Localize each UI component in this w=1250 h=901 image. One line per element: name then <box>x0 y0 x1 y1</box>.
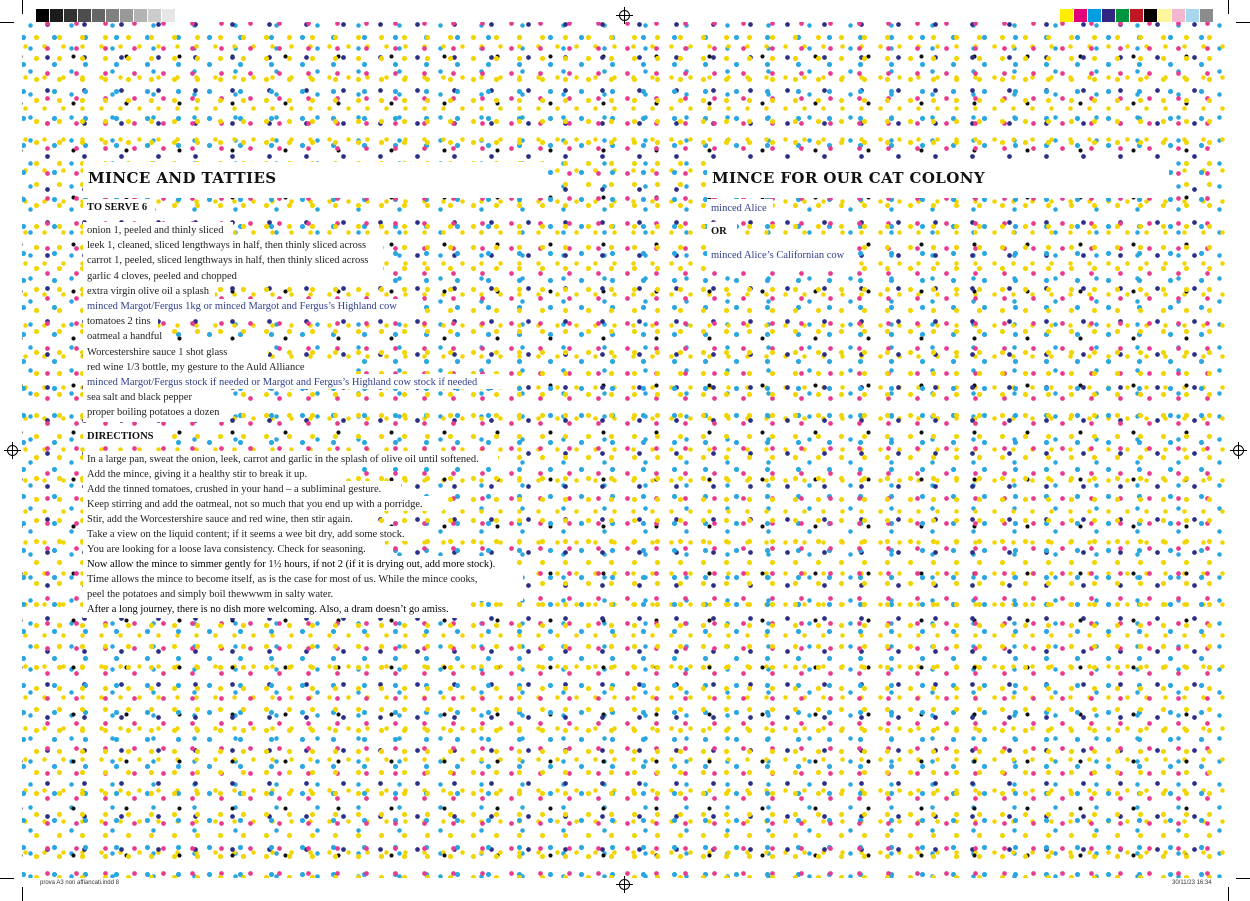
gray-swatch <box>78 9 92 22</box>
ingredient-line: Worcestershire sauce 1 shot glass <box>87 346 228 358</box>
direction-line: Time allows the mince to become itself, as is the case for most of us. While the mince cooks, <box>87 574 478 585</box>
crop-mark <box>1228 887 1229 901</box>
ingredient-line: leek 1, cleaned, sliced lengthways in half, then thinly sliced across <box>87 240 367 252</box>
direction-line: Stir, add the Worcestershire sauce and red wine, then stir again. <box>87 514 353 525</box>
serves-label: TO SERVE 6 <box>87 202 148 213</box>
gray-swatch <box>162 9 176 22</box>
gray-swatch <box>120 9 134 22</box>
gray-swatch <box>36 9 50 22</box>
color-swatch <box>1130 9 1144 22</box>
crop-mark <box>22 0 23 14</box>
gray-swatch <box>64 9 78 22</box>
direction-line: You are looking for a loose lava consistency. Check for seasoning. <box>87 544 366 555</box>
ingredient-line: minced Margot/Fergus stock if needed or Margot and Fergus’s Highland cow stock if needed <box>87 377 478 388</box>
direction-line: Take a view on the liquid content; if it seems a wee bit dry, add some stock. <box>87 529 405 540</box>
option-minced-alice: minced Alice <box>711 203 767 214</box>
gray-swatch <box>176 9 190 22</box>
crop-mark <box>1236 878 1250 879</box>
color-swatch <box>1060 9 1074 22</box>
crop-mark <box>22 887 23 901</box>
crop-mark <box>0 878 14 879</box>
grayscale-bar <box>36 9 190 22</box>
slug-left: prova A3 non affiancati.indd 8 <box>40 880 119 886</box>
direction-line: peel the potatoes and simply boil thewwwm in salty water. <box>87 589 334 600</box>
direction-line: Now allow the mince to simmer gently for 1½ hours, if not 2 (if it is drying out, add more stock). <box>87 559 496 570</box>
color-swatch <box>1158 9 1172 22</box>
ingredient-line: oatmeal a handful <box>87 331 163 343</box>
direction-line: Add the tinned tomatoes, crushed in your hand – a subliminal gesture. <box>87 484 382 495</box>
ingredient-line: tomatoes 2 tins <box>87 316 151 328</box>
slug-right: 30/11/23 16:34 <box>1172 880 1212 886</box>
gray-swatch <box>106 9 120 22</box>
ingredient-line: onion 1, peeled and thinly sliced <box>87 225 224 236</box>
crop-mark <box>1228 0 1229 14</box>
ingredient-line: carrot 1, peeled, sliced lengthways in half, then thinly sliced across <box>87 255 369 267</box>
dotted-background <box>22 22 1228 878</box>
registration-mark-right <box>1233 445 1244 456</box>
ingredient-line: sea salt and black pepper <box>87 392 192 404</box>
color-swatch <box>1088 9 1102 22</box>
ingredient-line: minced Margot/Fergus 1kg or minced Margot and Fergus’s Highland cow <box>87 301 397 312</box>
direction-line: In a large pan, sweat the onion, leek, carrot and garlic in the splash of olive oil until softened. <box>87 454 479 465</box>
gray-swatch <box>92 9 106 22</box>
color-swatch <box>1144 9 1158 22</box>
color-swatch <box>1116 9 1130 22</box>
color-swatch <box>1172 9 1186 22</box>
registration-mark-top <box>619 10 630 21</box>
direction-line: Keep stirring and add the oatmeal, not so much that you end up with a porridge. <box>87 499 423 510</box>
color-swatch <box>1186 9 1200 22</box>
color-swatch <box>1074 9 1088 22</box>
recipe-title: MINCE AND TATTIES <box>88 169 277 187</box>
directions-heading: DIRECTIONS <box>87 431 154 442</box>
crop-mark <box>0 22 14 23</box>
color-swatch <box>1200 9 1214 22</box>
ingredient-line: extra virgin olive oil a splash <box>87 285 209 297</box>
direction-line: Add the mince, giving it a healthy stir to break it up. <box>87 469 308 480</box>
or-label: OR <box>711 226 727 237</box>
registration-mark-left <box>7 445 18 456</box>
ingredient-line: garlic 4 cloves, peeled and chopped <box>87 270 237 282</box>
option-californian-cow: minced Alice’s Californian cow <box>711 250 845 261</box>
cat-recipe-title: MINCE FOR OUR CAT COLONY <box>712 169 985 187</box>
gray-swatch <box>50 9 64 22</box>
crop-mark <box>1236 22 1250 23</box>
color-swatch <box>1102 9 1116 22</box>
color-bar <box>1060 9 1214 22</box>
ingredient-line: proper boiling potatoes a dozen <box>87 407 220 419</box>
direction-line: After a long journey, there is no dish more welcoming. Also, a dram doesn’t go amiss. <box>87 604 449 615</box>
gray-swatch <box>134 9 148 22</box>
registration-mark-bottom <box>619 879 630 890</box>
ingredient-line: red wine 1/3 bottle, my gesture to the Auld Alliance <box>87 361 305 373</box>
gray-swatch <box>148 9 162 22</box>
